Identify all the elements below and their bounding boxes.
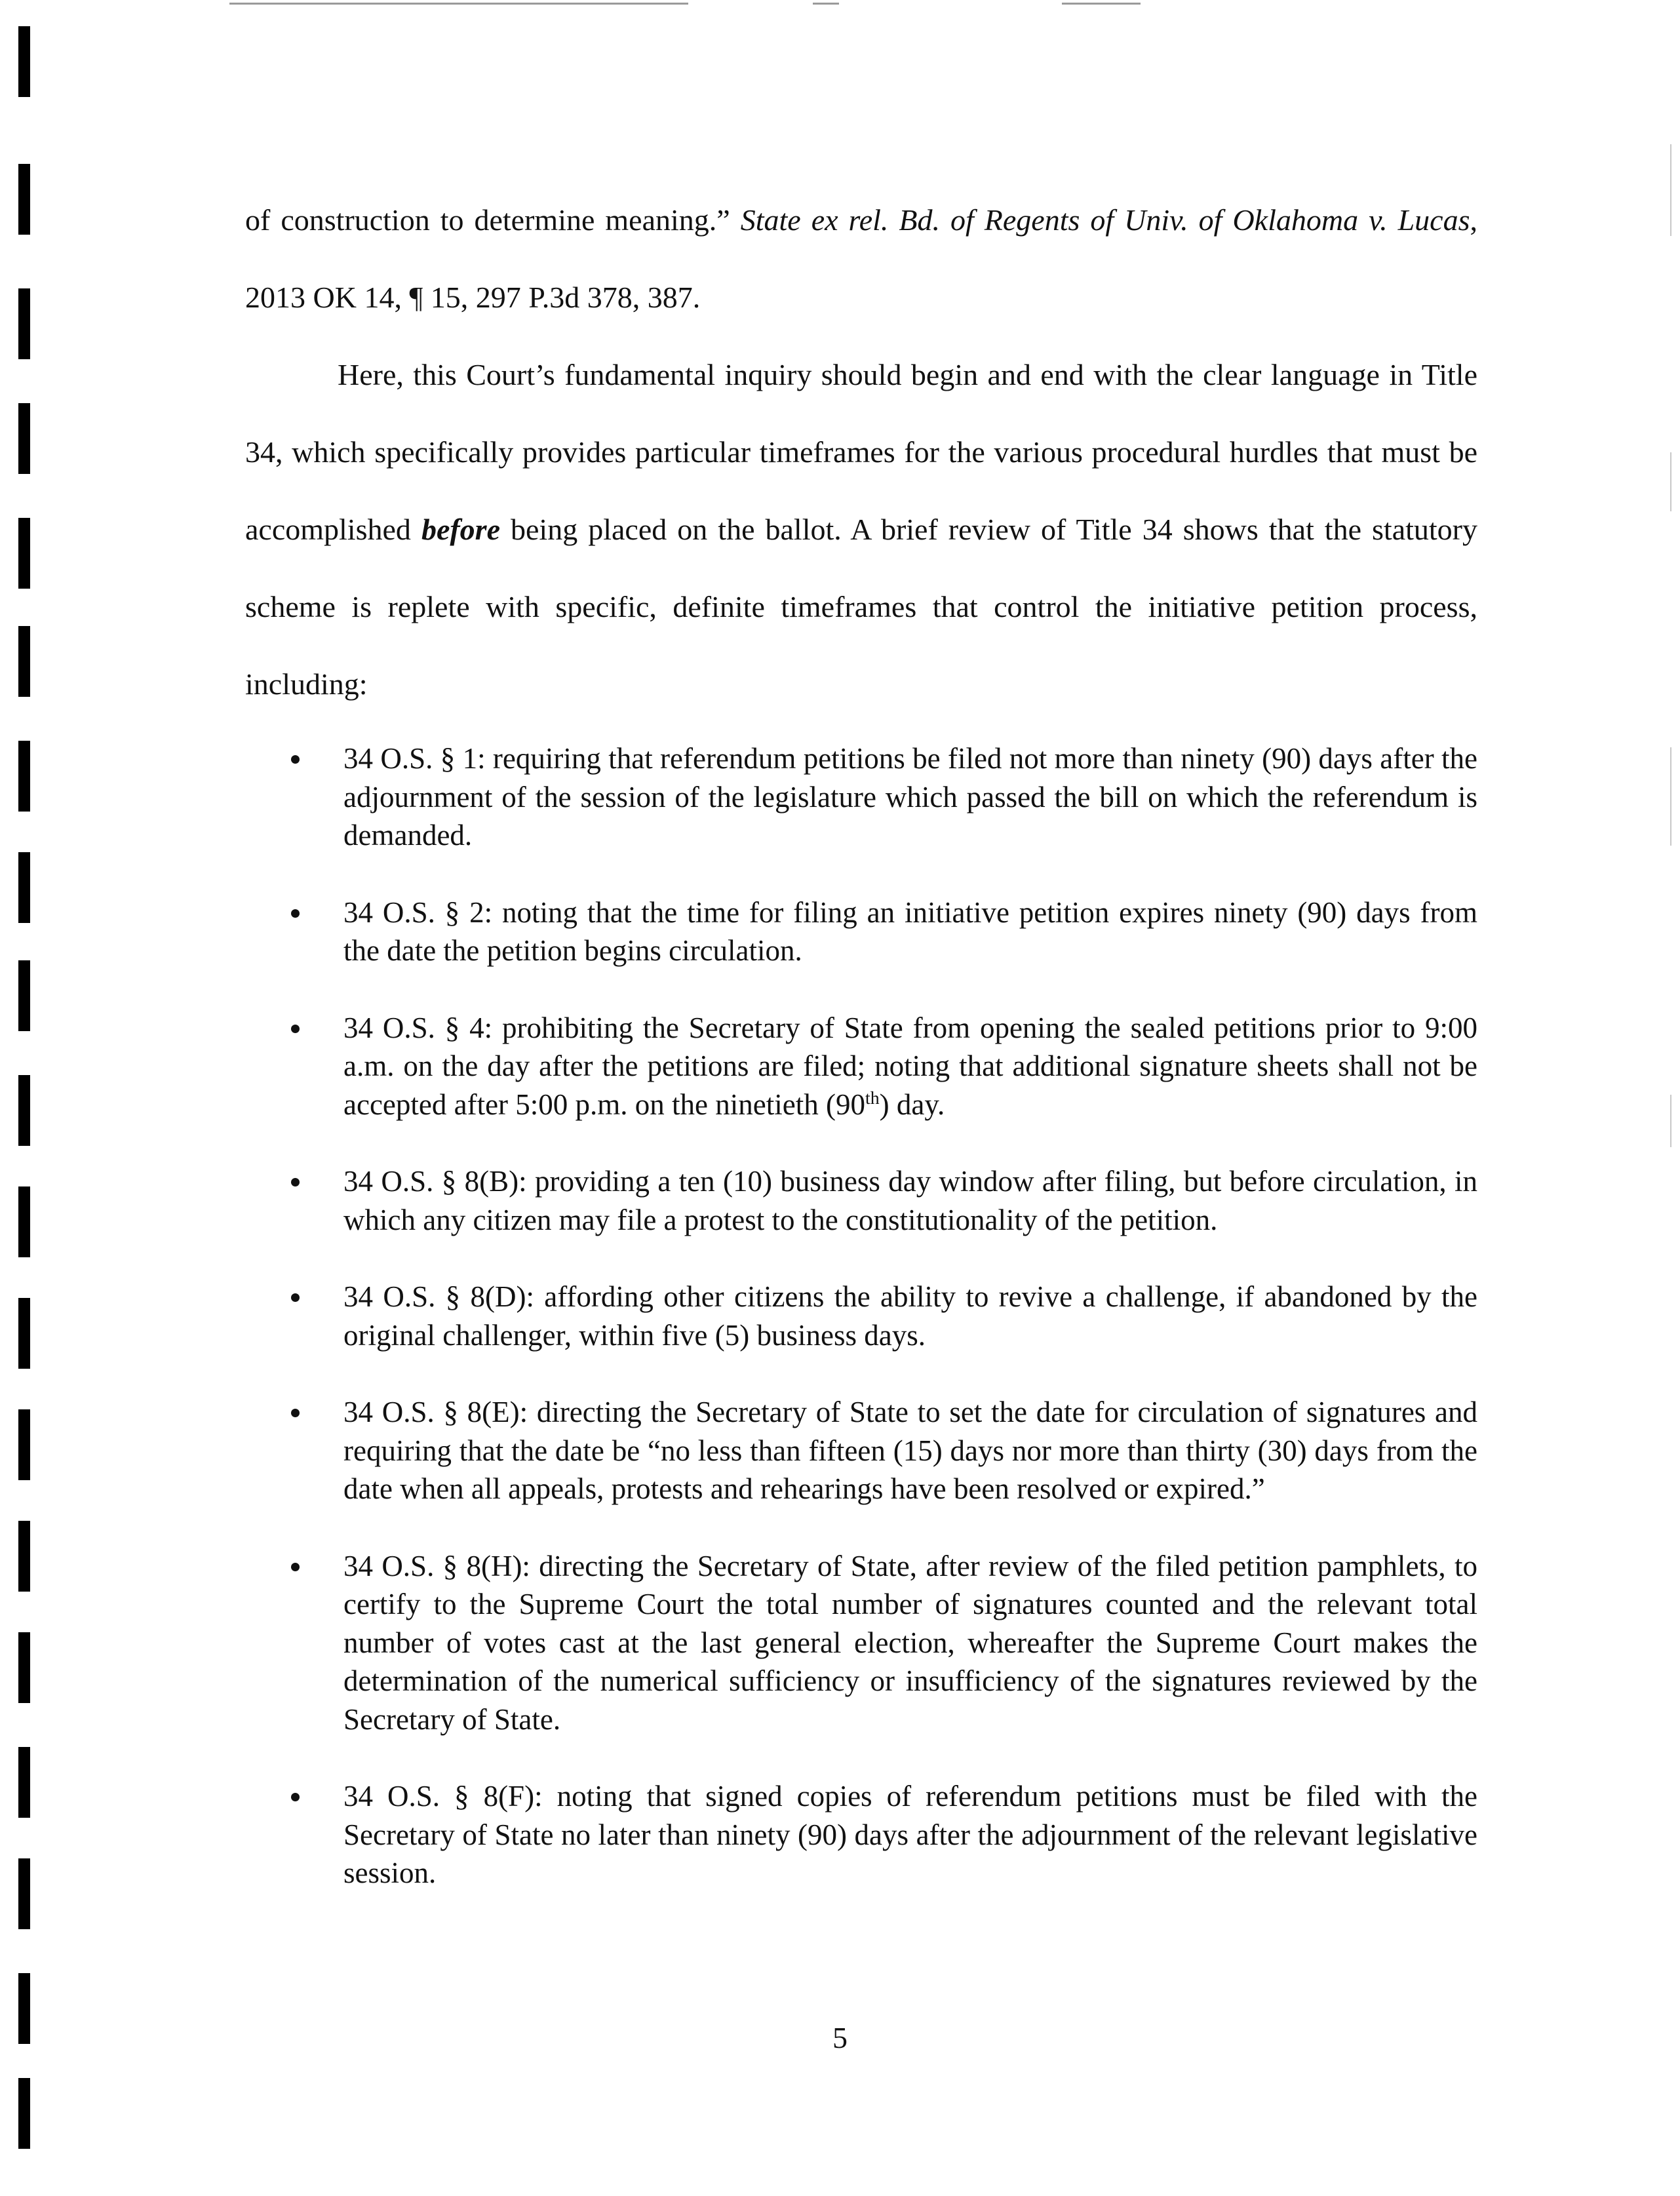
binding-bar [18, 288, 30, 359]
bullet-icon [291, 1178, 300, 1186]
binding-bar [18, 1747, 30, 1818]
bullet-icon [291, 1793, 300, 1801]
paragraph-text: Here, this Court’s fundamental inquiry should begin and end with the clear language in Title 34, which specifically provides particular timeframes for the various procedural hurdles that must be accomplished [245, 358, 1477, 546]
list-item [245, 1162, 1477, 1239]
scan-edge-line [813, 3, 839, 5]
scan-edge-mark [1670, 1095, 1671, 1147]
bullet-icon [291, 755, 300, 764]
list-item [245, 893, 1477, 970]
list-item-text: 34 O.S. § 4: prohibiting the Secretary of State from opening the sealed petitions prior to 9:00 a.m. on the day after the petitions are filed; noting that additional signature sheets shall not be accepted after 5:00 p.m. on the ninetieth (90 [343, 1011, 1477, 1121]
binding-bar [18, 1075, 30, 1146]
binding-bar [18, 26, 30, 97]
list-item-text: 34 O.S. § 8(H): directing the Secretary of State, after review of the filed petition pamphlets, to certify to the Supreme Court the total number of signatures counted and the relevant total number of votes cast at the last general election, whereafter the Supreme Court makes the determination of the numerical sufficiency or insufficiency of the signatures reviewed by the Secretary of State. [343, 1549, 1477, 1736]
binding-bar [18, 403, 30, 474]
bullet-icon [291, 909, 300, 918]
paragraph-title-34 [245, 336, 1477, 723]
quote-end-text: of construction to determine meaning.” [245, 203, 730, 237]
paragraph-text: being placed on the ballot. A brief review of Title 34 shows that the statutory scheme is replete with specific, definite timeframes that control the initiative petition process, including: [245, 513, 1477, 701]
scan-edge-line [1062, 3, 1141, 5]
list-item [245, 1777, 1477, 1892]
emphasis-before: before [421, 513, 500, 546]
list-item [245, 1278, 1477, 1354]
scan-edge-mark [1670, 452, 1671, 511]
list-item-text: 34 O.S. § 8(E): directing the Secretary of State to set the date for circulation of signatures and requiring that the date be “no less than fifteen (15) days nor more than thirty (30) days from the date when all appeals, protests and rehearings have been resolved or expired.” [343, 1396, 1477, 1505]
list-item-text: 34 O.S. § 8(D): affording other citizens the ability to revive a challenge, if abandoned by the original challenger, within five (5) business days. [343, 1280, 1477, 1352]
binding-bar [18, 1521, 30, 1592]
paragraph-citation [245, 182, 1477, 336]
binding-bar [18, 960, 30, 1031]
list-item [245, 1009, 1477, 1124]
binding-bar [18, 1298, 30, 1369]
timeframe-list [245, 739, 1477, 1931]
bullet-icon [291, 1293, 300, 1302]
binding-bar [18, 164, 30, 235]
scan-edge-line [229, 3, 688, 5]
binding-bars [18, 0, 33, 2196]
superscript: th [865, 1088, 880, 1108]
bullet-icon [291, 1409, 300, 1417]
list-item [245, 1547, 1477, 1739]
binding-bar [18, 1858, 30, 1929]
list-item [245, 739, 1477, 855]
binding-bar [18, 852, 30, 923]
list-item-text: 34 O.S. § 1: requiring that referendum petitions be filed not more than ninety (90) days after the adjournment of the session of the legislature which passed the bill on which the referendum is demanded. [343, 742, 1477, 852]
case-name: State ex rel. Bd. of Regents of Univ. of Oklahoma v. Lucas [740, 203, 1470, 237]
bullet-icon [291, 1563, 300, 1571]
citation-text: , 2013 OK 14, ¶ 15, 297 P.3d 378, 387. [245, 203, 1477, 314]
page-number: 5 [832, 2021, 848, 2054]
list-item-text: 34 O.S. § 8(B): providing a ten (10) business day window after filing, but before circulation, in which any citizen may file a protest to the constitutionality of the petition. [343, 1165, 1477, 1236]
binding-bar [18, 1632, 30, 1703]
binding-bar [18, 626, 30, 697]
bullet-icon [291, 1025, 300, 1033]
binding-bar [18, 2078, 30, 2149]
binding-bar [18, 518, 30, 589]
list-item-text: ) day. [879, 1088, 945, 1121]
list-item [245, 1393, 1477, 1508]
list-item-text: 34 O.S. § 8(F): noting that signed copies of referendum petitions must be filed with the Secretary of State no later than ninety (90) days after the adjournment of the relevant legislative session. [343, 1780, 1477, 1889]
binding-bar [18, 1186, 30, 1257]
scan-edge-mark [1670, 144, 1671, 236]
scan-edge-mark [1670, 747, 1671, 846]
binding-bar [18, 741, 30, 812]
list-item-text: 34 O.S. § 2: noting that the time for filing an initiative petition expires ninety (90) days from the date the petition begins circulation. [343, 895, 1477, 967]
binding-bar [18, 1409, 30, 1480]
